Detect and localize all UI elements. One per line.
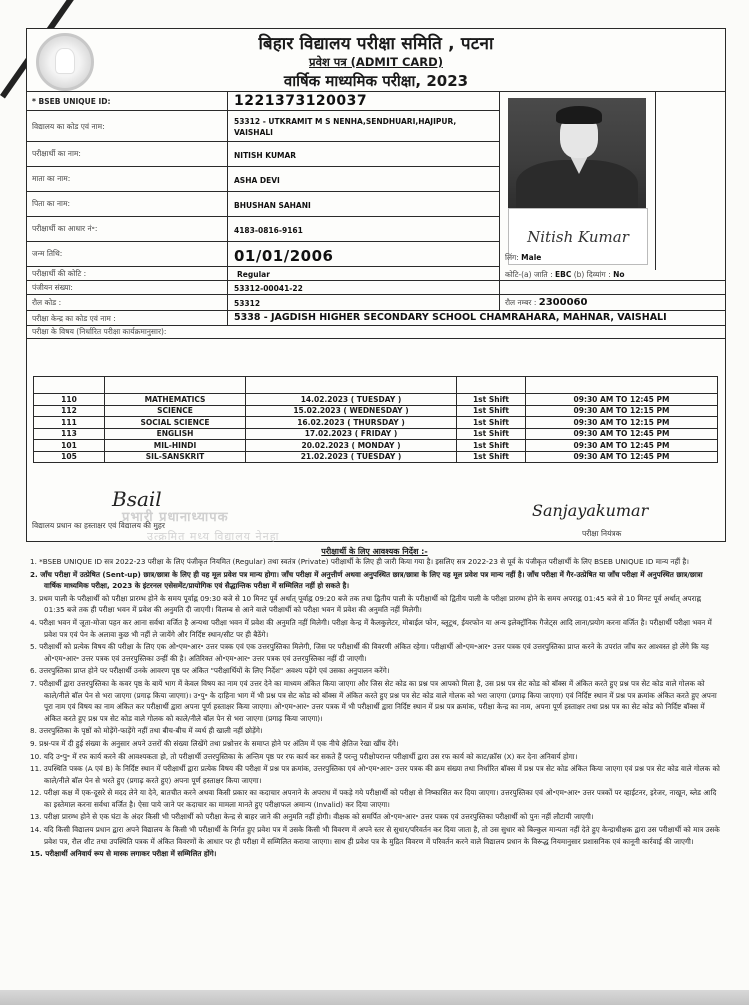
roll-number-label: रौल नम्बर : — [505, 298, 537, 307]
instruction-item: 7. परीक्षार्थी द्वारा उत्तरपुस्तिका के कवर पृष्ठ के बायें भाग में केवल विषय का नाम एवं उत्तर देने का माध्यम अंकित किया जाएगा और जिस सेट कोड का प्रश्न पत्र आपको मिला है, उस प्रश्न पत्र सेट कोड को बॉक्स में अंकित करते हुए प्रश्न पत्र सेट कोड वाले गोलक को काले/नीले बॉल पेन से भरा जाएगा (प्रगाढ़ किया जाएगा)। उ॰पु॰ के दाहिना भाग में भी प्रश्न पत्र सेट कोड को बॉक्स में अंकित करते हुए प्रश्न पत्र सेट कोड वाले गोलक को भरा जाएगा (प्रगाढ़ किया जाएगा) एवं निर्दिष्ट स्थान में प्रश्न पत्र क्रमांक अंकित करते हुए अपना पूरा नाम एवं विषय का नाम अंकित कर परीक्षार्थी द्वारा अपना पूर्ण हस्ताक्षर किया जाएगा। ओ॰एम॰आर॰ उत्तर पत्रक में भी परीक्षार्थी द्वारा निर्दिष्ट स्थान में प्रश्न पत्र क्रमांक, परीक्षा केन्द्र का नाम, अपना पूर्ण हस्ताक्षर तथा प्रश्न पत्र का सेट कोड को निर्दिष्ट बॉक्स में अंकित करते हुए प्रश्न पत्र सेट कोड वाले गोलक को काले/नीले बॉल पेन से भरा जाएगा (प्रगाढ़ किया जाएगा)। — [30, 678, 717, 723]
caste-value: EBC — [555, 270, 572, 279]
schedule-time: 09:30 AM TO 12:45 PM — [526, 451, 718, 463]
school-value-line2: VAISHALI — [234, 128, 273, 137]
schedule-subject: SCIENCE — [105, 405, 246, 417]
exam-name: वार्षिक माध्यमिक परीक्षा, 2023 — [283, 72, 469, 90]
instruction-item: 10. यदि उ॰पु॰ में रफ कार्य करने की आवश्यकता हो, तो परीक्षार्थी उत्तरपुस्तिका के अन्तिम पृष्ठ पर रफ कार्य कर सकते हैं परन्तु परीक्षोपरान्त परीक्षार्थी द्वारा उस रफ कार्य को काट/क्रॉस (X) कर देना अनिवार्य होगा। — [30, 751, 578, 761]
schedule-date: 21.02.2023 ( TUESDAY ) — [246, 451, 457, 463]
schedule-code: 112 — [34, 405, 105, 417]
instruction-item: 8. उत्तरपुस्तिका के पृष्ठों को मोड़ेंगे-फाड़ेंगे नहीं तथा बीच-बीच में व्यर्थ ही खाली नहीं छोड़ेंगे। — [30, 726, 263, 736]
instruction-item: 1. *BSEB UNIQUE ID सत्र 2022-23 परीक्षा के लिए पंजीकृत नियमित (Regular) तथा स्वतंत्र (Private) परीक्षार्थी के लिए ही जारी किया गया है। इसलिए सत्र 2022-23 से पूर्व के पंजीकृत परीक्षार्थी के लिए BSEB UNIQUE ID मान्य नहीं है। — [30, 557, 689, 566]
gender-label: लिंग: — [505, 253, 519, 262]
roll-code-row — [27, 295, 725, 311]
aadhar-row — [27, 217, 499, 242]
school-head-caption: विद्यालय प्रधान का हस्ताक्षर एवं विद्यालय की मुहर — [32, 521, 165, 530]
subjects-label-row — [27, 326, 725, 339]
roll-number-value: 2300060 — [538, 297, 588, 308]
divyang-value: No — [613, 270, 625, 279]
dob-label: जन्म तिथि: — [32, 249, 63, 258]
schedule-code: 101 — [34, 440, 105, 452]
schedule-shift: 1st Shift — [457, 405, 526, 417]
instruction-item: 6. उत्तरपुस्तिका प्राप्त होने पर परीक्षार्थी उनके आवरण पृष्ठ पर अंकित "परीक्षार्थियों के लिए निर्देश" अवश्य पढ़ेंगे एवं उसका अनुपालन करेंगे। — [30, 666, 390, 676]
gender-value: Male — [521, 253, 542, 262]
schedule-row — [34, 417, 718, 429]
schedule-subject: ENGLISH — [105, 428, 246, 440]
schedule-shift: 1st Shift — [457, 451, 526, 463]
aadhar-label: परीक्षार्थी का आधार नं॰: — [32, 224, 98, 233]
scan-edge — [0, 990, 749, 1005]
instruction-item: 9. प्रश्न-पत्र में दी हुई संख्या के अनुसार अपने उत्तरों की संख्या लिखेंगे तथा प्रश्नोत्तर के समाप्त होने पर अंतिम में एक नीचे क्षैतिज रेखा खींच देंगे। — [30, 738, 399, 748]
candidate-signature: Nitish Kumar — [508, 208, 648, 265]
schedule-code: 105 — [34, 451, 105, 463]
exam-schedule-table — [33, 376, 718, 463]
gender-field — [505, 253, 541, 263]
schedule-date: 15.02.2023 ( WEDNESDAY ) — [246, 405, 457, 417]
instruction-item: 13. परीक्षा प्रारम्भ होने से एक घंटा के अंदर किसी भी परीक्षार्थी को परीक्षा केन्द्र से बाहर जाने की अनुमति नहीं होगी। वीक्षक को समर्पित ओ॰एम॰आर॰ उत्तर पत्रक एवं उत्तरपुस्तिका परीक्षार्थी को पुनः नहीं लौटायी जाएगी। — [30, 812, 594, 822]
schedule-code: 110 — [34, 394, 105, 406]
unique-id-row — [27, 92, 499, 111]
instruction-item: 14. यदि किसी विद्यालय प्रधान द्वारा अपने विद्यालय के किसी भी परीक्षार्थी के निर्गत हुए प्रवेश पत्र में उसके किसी भी विवरण में अपने स्तर से सुधार/परिवर्तन कर दिया जाता है, तो उस सुधार को बिल्कुल मान्यता नहीं देते हुए केन्द्राधीक्षक द्वारा उस परीक्षार्थी को मात्र उसके प्रवेश पत्र, रौल शीट तथा उपस्थिति पत्रक में अंकित विवरणों के आधार पर ही परीक्षा में सम्मिलित कराया जाएगा। साथ ही प्रवेश पत्र के मुद्रित विवरण में परिवर्तन करने वाले विद्यालय प्रधान के विरूद्ध नियमानुसार प्रशासनिक एवं कानूनी कार्रवाई की जाएगी। — [30, 825, 720, 846]
mother-name-label: माता का नाम: — [32, 174, 71, 183]
schedule-time: 09:30 AM TO 12:15 PM — [526, 405, 718, 417]
roll-number-field — [505, 297, 587, 308]
schedule-time: 09:30 AM TO 12:45 PM — [526, 440, 718, 452]
schedule-row — [34, 451, 718, 463]
schedule-time: 09:30 AM TO 12:15 PM — [526, 417, 718, 429]
subjects-label: परीक्षा के विषय (निर्धारित परीक्षा कार्यक्रमानुसार): — [32, 327, 167, 336]
schedule-row — [34, 428, 718, 440]
registration-row — [27, 281, 725, 295]
schedule-date: 14.02.2023 ( TUESDAY ) — [246, 394, 457, 406]
schedule-date: 20.02.2023 ( MONDAY ) — [246, 440, 457, 452]
schedule-shift: 1st Shift — [457, 428, 526, 440]
candidate-name-row — [27, 142, 499, 167]
aadhar-value: 4183-0816-9161 — [234, 226, 303, 235]
instruction-item: 5. परीक्षार्थी को प्रत्येक विषय की परीक्षा के लिए एक ओ॰एम॰आर॰ उत्तर पत्रक एवं एक उत्तरपुस्तिका मिलेगी, जिस पर परीक्षार्थी की विवरणी अंकित रहेगा। परीक्षार्थी ओ॰एम॰आर॰ उत्तर पत्रक एवं उत्तरपुस्तिका प्राप्त करने के उपरांत जाँच कर आश्वस्त हो लेंगे कि यह ओ॰एम॰आर॰ उत्तर पत्रक एवं उत्तरपुस्तिका उन्हीं की है। अतिरिक्त ओ॰एम॰आर॰ उत्तर पत्रक एवं उत्तरपुस्तिका नहीं दी जाएगी। — [30, 642, 709, 663]
schedule-date: 17.02.2023 ( FRIDAY ) — [246, 428, 457, 440]
divyang-label: (b) दिव्यांग : — [573, 270, 611, 279]
board-name: बिहार विद्यालय परीक्षा समिति , पटना — [258, 34, 494, 54]
schedule-subject: MIL-HINDI — [105, 440, 246, 452]
card-header — [27, 29, 725, 92]
centre-label: परीक्षा केन्द्र का कोड एवं नाम : — [32, 314, 116, 323]
unique-id-label: * BSEB UNIQUE ID: — [32, 97, 111, 106]
schedule-code: 111 — [34, 417, 105, 429]
candidate-name-value: NITISH KUMAR — [234, 151, 297, 160]
father-name-label: पिता का नाम: — [32, 199, 71, 208]
school-head-signature: Bsail — [112, 487, 162, 511]
schedule-subject: SIL-SANSKRIT — [105, 451, 246, 463]
registration-value: 53312-00041-22 — [234, 284, 303, 293]
centre-value: 5338 - JAGDISH HIGHER SECONDARY SCHOOL CHAMRAHARA, MAHNAR, VAISHALI — [234, 312, 667, 323]
schedule-row — [34, 405, 718, 417]
mother-name-value: ASHA DEVI — [234, 176, 280, 185]
roll-code-label: रौल कोड : — [32, 298, 62, 307]
photo-box — [499, 92, 656, 270]
controller-signature: Sanjayakumar — [532, 501, 649, 520]
instruction-item: 15. परीक्षार्थी अनिवार्य रूप से मास्क लगाकर परीक्षा में सम्मिलित होंगे। — [30, 849, 217, 859]
schedule-subject: MATHEMATICS — [105, 394, 246, 406]
admit-card — [26, 28, 726, 542]
schedule-shift: 1st Shift — [457, 440, 526, 452]
unique-id-value: 1221373120037 — [234, 93, 368, 109]
caste-label: कोटि-(a) जाति : — [505, 270, 553, 279]
schedule-date: 16.02.2023 ( THURSDAY ) — [246, 417, 457, 429]
roll-code-value: 53312 — [234, 299, 261, 308]
schedule-subject: SOCIAL SCIENCE — [105, 417, 246, 429]
schedule-row — [34, 440, 718, 452]
label-divider — [227, 92, 228, 326]
instruction-item: 3. प्रथम पाली के परीक्षार्थी को परीक्षा प्रारम्भ होने के समय पूर्वाह्न 09:30 बजे से 10 मिनट पूर्व अर्थात् पूर्वाह्न 09:20 बजे तक तथा द्वितीय पाली के परीक्षार्थी को द्वितीय पाली के परीक्षा प्रारम्भ होने के समय अपराह्न 01:45 बजे से 10 मिनट पूर्व अर्थात् अपराह्न 01:35 बजे तक ही परीक्षा भवन में प्रवेश की अनुमति दी जाएगी। विलम्ब से आने वाले परीक्षार्थी को परीक्षा भवन में प्रवेश की अनुमति नहीं मिलेगी। — [30, 593, 701, 615]
schedule-time: 09:30 AM TO 12:45 PM — [526, 428, 718, 440]
schedule-code: 113 — [34, 428, 105, 440]
instruction-item: 4. परीक्षा भवन में जूता-मोजा पहन कर आना सर्वथा वर्जित है अन्यथा परीक्षा भवन में प्रवेश की अनुमति नहीं मिलेगी। परीक्षा केन्द्र में कैलकुलेटर, मोबाईल फोन, ब्लूटूथ, ईयरफोन या अन्य इलेक्ट्रॉनिक गैजेट्स आदि लाना/प्रयोग करना वर्जित है। परीक्षार्थी परीक्षा भवन में प्रवेश पत्र एवं पेन के अलावा कुछ भी नहीं ले जायेंगे और निर्दिष्ट स्थान/सीट पर ही बैठेंगे। — [30, 617, 712, 639]
mother-name-row — [27, 167, 499, 192]
registration-label: पंजीयन संख्या: — [32, 283, 73, 292]
instructions-list — [30, 556, 720, 861]
school-stamp-line1: प्रभारी प्रधानाध्यापक — [122, 510, 229, 525]
father-name-value: BHUSHAN SAHANI — [234, 201, 311, 210]
schedule-row — [34, 394, 718, 406]
centre-row — [27, 311, 725, 326]
school-label: विद्यालय का कोड एवं नाम: — [32, 122, 105, 131]
dob-value: 01/01/2006 — [234, 247, 334, 265]
dob-row — [27, 242, 499, 267]
controller-caption: परीक्षा नियंत्रक — [582, 529, 622, 538]
schedule-time: 09:30 AM TO 12:45 PM — [526, 394, 718, 406]
school-stamp-line2: उत्क्रमित मध्य विद्यालय नेनहा — [147, 530, 280, 543]
candidate-photo — [508, 98, 646, 208]
school-row — [27, 111, 499, 142]
instructions-title: परीक्षार्थी के लिए आवश्यक निर्देश :- — [321, 547, 428, 556]
father-name-row — [27, 192, 499, 217]
category-label: परीक्षार्थी की कोटि : — [32, 269, 87, 278]
instruction-item: 12. परीक्षा कक्ष में एक-दूसरे से मदद लेने या देने, बातचीत करने अथवा किसी प्रकार का कदाचार अपनाने के अपराध में पकड़े गये परीक्षार्थी को परीक्षा से निष्कासित कर दिया जाएगा। उत्तरपुस्तिका एवं ओ॰एम॰आर॰ उत्तर पत्रकों पर व्हाईटनर, इरेजर, नाखून, ब्लेड आदि का इस्तेमाल करना सर्वथा वर्जित है। ऐसा पाये जाने पर कदाचार का मामला मानते हुए परीक्षाफल अमान्य (Invalid) कर दिया जाएगा। — [30, 788, 717, 809]
card-type: प्रवेश पत्र (ADMIT CARD) — [309, 55, 443, 69]
school-value-line1: 53312 - UTKRAMIT M S NENHA,SENDHUARI,HAJIPUR, — [234, 117, 457, 126]
candidate-name-label: परीक्षार्थी का नाम: — [32, 149, 81, 158]
schedule-header-row — [34, 377, 718, 394]
schedule-shift: 1st Shift — [457, 417, 526, 429]
instruction-item: 11. उपस्थिति पत्रक (A एवं B) के निर्दिष्ट स्थान में परीक्षार्थी द्वारा प्रत्येक विषय की परीक्षा में प्रश्न पत्र क्रमांक, उत्तरपुस्तिका एवं ओ॰एम॰आर॰ उत्तर पत्रक की क्रम संख्या तथा निर्धारित बॉक्स में प्रश्न पत्र सेट कोड अंकित किया जाएगा एवं प्रश्न पत्र सेट कोड वाले गोलक को काले/नीले बॉल पेन से भरते हुए (प्रगाढ़ करते हुए) अपना पूर्ण हस्ताक्षर किया जाएगा। — [30, 764, 720, 785]
category-value: Regular — [237, 270, 270, 279]
schedule-shift: 1st Shift — [457, 394, 526, 406]
caste-field — [505, 270, 625, 280]
instruction-item: 2. जाँच परीक्षा में उत्प्रेषित (Sent-up) छात्र/छात्रा के लिए ही यह मूल प्रवेश पत्र मान्य होगा। जाँच परीक्षा में अनुत्तीर्ण अथवा अनुपस्थित छात्र/छात्रा के लिए यह मूल प्रवेश पत्र मान्य नहीं है। जाँच परीक्षा में गैर-उत्प्रेषित या जाँच परीक्षा में अनुपस्थित छात्र/छात्रा वार्षिक माध्यमिक परीक्षा, 2023 के इंटरनल एसेसमेंट/प्रायोगिक एवं सैद्धान्तिक परीक्षा में सम्मिलित नहीं हो सकते है। — [30, 569, 703, 591]
